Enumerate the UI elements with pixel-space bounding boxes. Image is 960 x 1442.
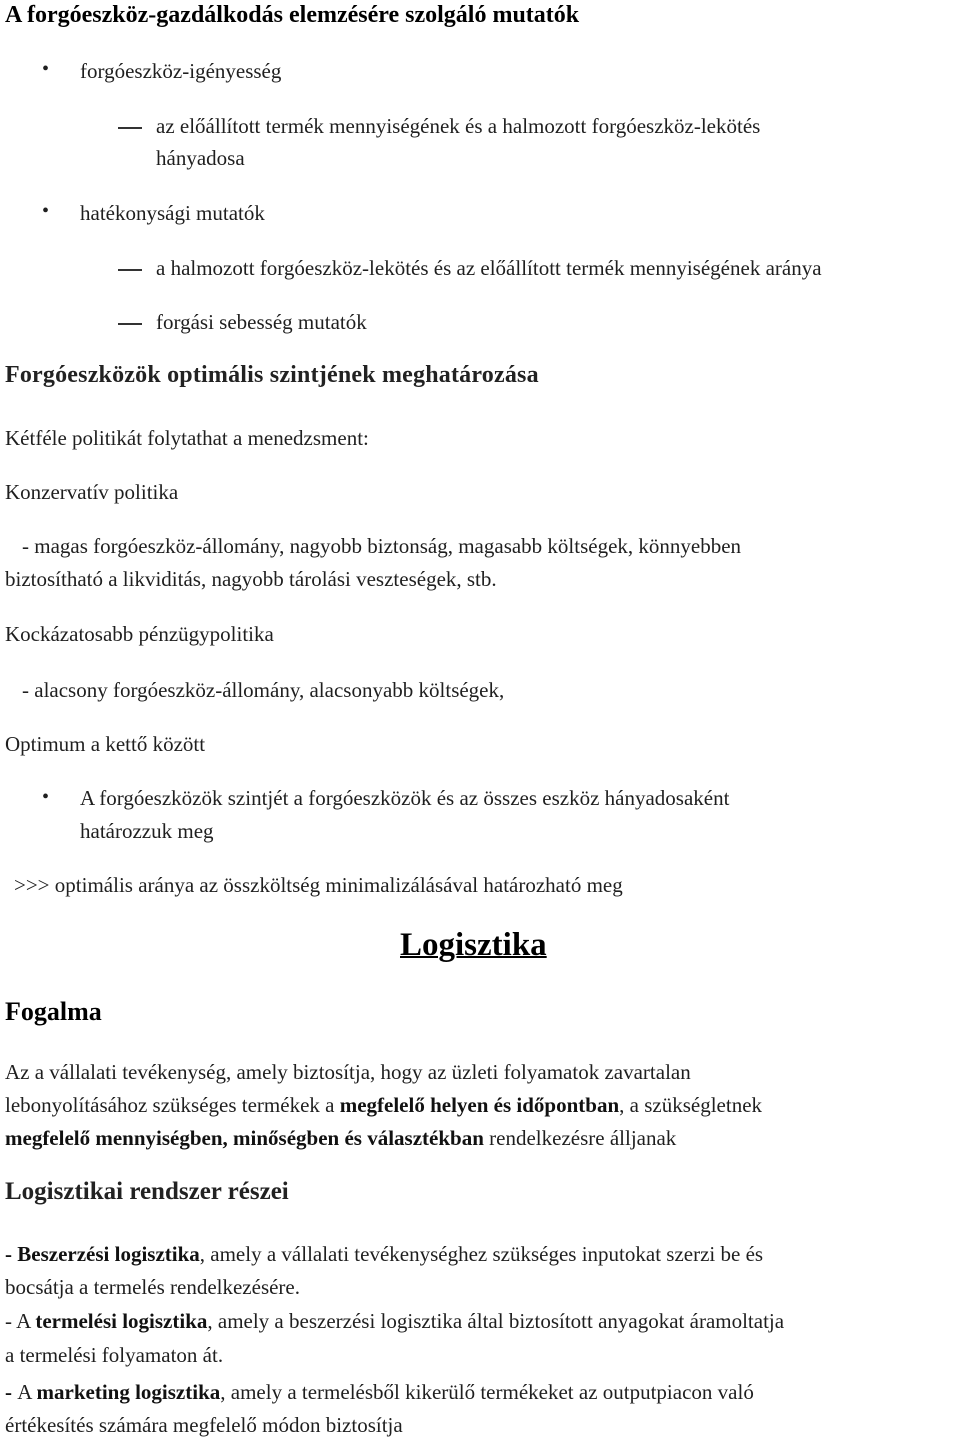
list-item-continued: határozzuk meg	[80, 819, 214, 843]
paragraph-continued: biztosítható a likviditás, nagyobb tárolási veszteségek, stb.	[5, 567, 497, 591]
subheading: Kockázatosabb pénzügypolitika	[5, 622, 274, 646]
part-procurement-continued: bocsátja a termelés rendelkezésére.	[5, 1275, 300, 1299]
part-production: - A termelési logisztika, amely a beszerzési logisztika által biztosított anyagokat áramoltatja	[5, 1309, 785, 1333]
dash-icon	[118, 323, 142, 325]
list-item: forgóeszköz-igényesség	[80, 59, 282, 83]
parts-heading: Logisztikai rendszer részei	[5, 1178, 289, 1205]
sub-list-item-continued: hányadosa	[156, 146, 245, 170]
logistics-heading: Logisztika	[400, 927, 547, 963]
conclusion: >>> optimális aránya az összköltség minimalizálásával határozható meg	[14, 873, 623, 897]
part-marketing: - A marketing logisztika, amely a termelésből kikerülő termékeket az outputpiacon való	[5, 1380, 754, 1404]
page-title: A forgóeszköz-gazdálkodás elemzésére szolgáló mutatók	[5, 2, 580, 28]
definition-line: Az a vállalati tevékenység, amely biztosítja, hogy az üzleti folyamatok zavartalan	[5, 1060, 691, 1084]
list-item: A forgóeszközök szintjét a forgóeszközök és az összes eszköz hányadosaként	[80, 786, 730, 810]
sub-list-item: forgási sebesség mutatók	[156, 310, 367, 334]
sub-list-item: a halmozott forgóeszköz-lekötés és az előállított termék mennyiségének aránya	[156, 256, 822, 280]
bullet-icon: •	[42, 786, 50, 808]
bullet-icon: •	[42, 58, 50, 80]
paragraph: Kétféle politikát folytathat a menedzsment:	[5, 426, 369, 450]
part-production-continued: a termelési folyamaton át.	[5, 1343, 224, 1367]
paragraph: - alacsony forgóeszköz-állomány, alacsonyabb költségek,	[22, 678, 505, 702]
subheading: Konzervatív politika	[5, 480, 179, 504]
definition-line: lebonyolításához szükséges termékek a megfelelő helyen és időpontban, a szükségletnek	[5, 1093, 763, 1117]
subheading: Optimum a kettő között	[5, 732, 206, 756]
part-marketing-continued: értékesítés számára megfelelő módon biztosítja	[5, 1413, 403, 1437]
list-item: hatékonysági mutatók	[80, 201, 265, 225]
dash-icon	[118, 127, 142, 129]
concept-heading: Fogalma	[5, 997, 102, 1026]
sub-list-item: az előállított termék mennyiségének és a halmozott forgóeszköz-lekötés	[156, 114, 761, 138]
section-heading: Forgóeszközök optimális szintjének meghatározása	[5, 362, 539, 388]
part-procurement: - Beszerzési logisztika, amely a vállalati tevékenységhez szükséges inputokat szerzi be és	[5, 1242, 764, 1266]
bullet-icon: •	[42, 200, 50, 222]
definition-line: megfelelő mennyiségben, minőségben és választékban rendelkezésre álljanak	[5, 1126, 677, 1150]
dash-icon	[118, 269, 142, 271]
paragraph: - magas forgóeszköz-állomány, nagyobb biztonság, magasabb költségek, könnyebben	[22, 534, 742, 558]
